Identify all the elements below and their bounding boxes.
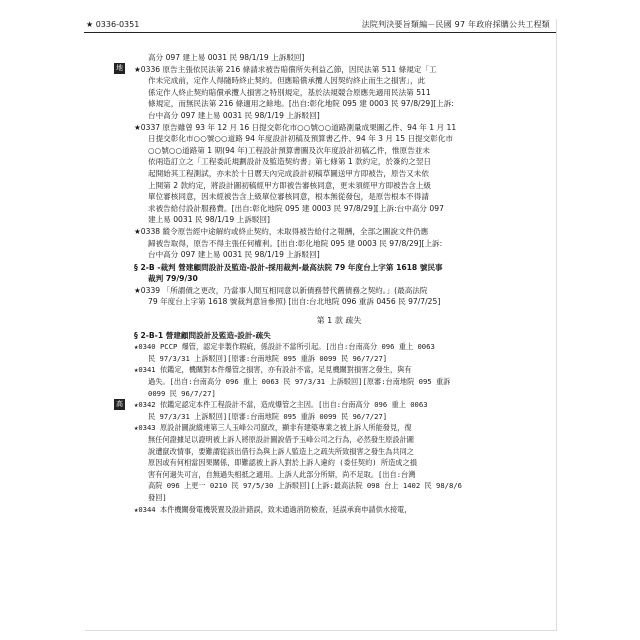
text-line: 說遭竄改情事，要難謂從該出借行為與上訴人監造上之疏失所致損害之發生為共同之 — [148, 446, 414, 456]
text-line: 害有何過失可言，自無過失相抵之適用。上訴人此部分所辯，尚不足取。[出自:台灣 — [148, 469, 416, 479]
text-line: ★0340 PCCP 爆管，認定非製作瑕疵，係設計不當所引起。[出自:台南高分 096 重上 0063 — [134, 342, 435, 352]
text-line: 民 97/3/31 上訴駁回][原審:台南地院 095 重訴 0099 民 96/7/27] — [148, 411, 388, 421]
page-header — [84, 18, 556, 33]
entry-0336 — [134, 64, 544, 122]
document-page — [84, 18, 556, 630]
header-title: 法院判決要旨類編－民國 97 年政府採購公共工程類 — [361, 20, 550, 29]
text-line: 79 年度台上字第 1618 號裁判意旨參照) [出自:台北地院 096 重訴 0456 民 97/7/25] — [148, 297, 441, 307]
text-line: 無任何證據足以證明被上訴人將原設計圖說借予玉峰公司之行為，必然發生原設計圖 — [148, 435, 414, 444]
entry-0343 — [134, 422, 544, 503]
entry-0337 — [134, 122, 544, 226]
section-heading: § 2-B-1 營建顧問設計及監造-設計-疏失 — [134, 330, 271, 340]
text-line: ★0339 「所謂債之更改，乃當事人間互相同意以新債務替代舊債務之契約。」(最高法院 — [134, 285, 428, 295]
text-line: 0099 民 96/7/27] — [148, 388, 216, 398]
entry-0341 — [134, 364, 544, 399]
header-code: ★ 0336-0351 — [86, 20, 140, 29]
text-line: ★0337 原告雖曾 93 年 12 月 16 日提交彰化市○○號○○道路測量成果圖乙件、94 年 1 月 11 — [134, 122, 457, 132]
text-line: § 2-B -裁判 營建顧問設計及監造-設計-採用裁判-最高法院 79 年度台上字第 1618 號民事 — [134, 262, 443, 272]
subsection-title: 第 1 款 疏失 — [316, 316, 362, 326]
text-line: 起開始其工程測試，亦未於十日曆天內完成設計初稿草圖送甲方即被告，原告又未依 — [148, 168, 429, 178]
text-line: ★0336 原告主張依民法第 216 條請求被告賠償所失利益乙節，因民法第 511 條規定「工 — [134, 64, 437, 74]
text-line: 裁判 79/9/30 — [148, 274, 198, 284]
section-heading — [134, 262, 544, 285]
text-line: 作未完成前，定作人得隨時終止契約。但應賠償承攬人因契約終止而生之損害」，此 — [148, 76, 426, 86]
text-line: 台中高分 097 建上易 0031 民 98/1/19 上訴駁回] — [148, 110, 320, 120]
text-line: 依兩造訂立之「工程委託規劃設計及監造契約書」第七條第 1 款約定，於簽約之翌日 — [148, 157, 432, 167]
section-tag-mid: 高 — [116, 400, 123, 408]
text-line: ★0344 本件機關發電機裝置及設計錯誤，致未通過消防檢查，延誤承商申請供水接電， — [134, 504, 412, 514]
text-line: 條規定，而無民法第 216 條適用之餘地。[出自:彰化地院 095 建 0003 民 97/8/29][上訴: — [148, 99, 454, 109]
text-line: 高分 097 建上易 0031 民 98/1/19 上訴駁回] — [148, 53, 305, 62]
text-line: 台中高分 097 建上易 0031 民 98/1/19 上訴駁回] — [148, 250, 320, 260]
text-line: 日提交彰化市○○號○○道路 94 年度設計初稿及預算書乙件、94 年 3 月 15 日提交彰化市 — [148, 134, 454, 144]
text-line: ★0342 依鑑定認定本件工程設計不當，造成爆管之主因。[出自:台南高分 096 重上 0063 — [134, 400, 428, 410]
document-body — [134, 52, 544, 515]
entry-0339 — [134, 285, 544, 308]
text-line: ★0341 依鑑定，機關對本件爆管之損害，亦有設計不當，足見機關對損害之發生，與有 — [134, 365, 412, 375]
text-line: 原因或有何相當因果關係，即難認被上訴人對於上訴人違約 (委任契約) 所造成之損 — [148, 458, 417, 468]
text-line: 發回] — [148, 492, 167, 502]
text-line: 過失。[出自:台南高分 096 重上 0063 民 97/3/31 上訴駁回][原審:台南地院 095 重訴 — [148, 377, 451, 387]
text-line: 高院 096 上更一 0210 民 97/5/30 上訴駁回][上訴:最高法院 098 台上 1402 民 98/8/6 — [148, 481, 462, 491]
text-line: 求被告給付設計服務費。[出自:彰化地院 095 建 0003 民 97/8/29][上訴:台中高分 097 — [148, 203, 444, 213]
entry-0344 — [134, 504, 544, 516]
text-line: 建上易 0031 民 98/1/19 上訴駁回] — [148, 215, 270, 225]
text-line: ★0338 縱令原告經中途解約或終止契約，未取得被告給付之報酬，全部之圖說文件仍應 — [134, 226, 429, 236]
entry-0342 — [134, 399, 544, 422]
text-line: ★0343 原設計圖說縱連第三人玉峰公司竄改，顯非有建築專業之被上訴人所能發見，復 — [134, 423, 412, 433]
text-line: 單位審核同意，因未經被告含上級單位審核同意，根本無從發包，是原告根本不得請 — [148, 192, 429, 202]
text-line: 民 97/3/31 上訴駁回][原審:台南地院 095 重訴 0099 民 96/7/27] — [148, 353, 388, 363]
text-line: 係定作人終止契約賠償承攬人損害之特別規定，基於法規競合原應先適用民法第 511 — [148, 87, 431, 97]
text-line: 歸被告取得，原告不得主張任何權利。[出自:彰化地院 095 建 0003 民 97/8/29][上訴: — [148, 238, 443, 248]
text-line: ○○號○○道路第 1 期(94 年)工程設計預算書圖及次年度設計初稿乙件，惟原告並未 — [148, 145, 430, 155]
entry-0340 — [134, 341, 544, 364]
text-line: 上開第 2 款約定，將設計圖初稿經甲方即被告審核同意，更未須經甲方即被告含上級 — [148, 180, 432, 190]
entry-0338 — [134, 226, 544, 261]
section-tag-top: 地 — [116, 64, 123, 72]
